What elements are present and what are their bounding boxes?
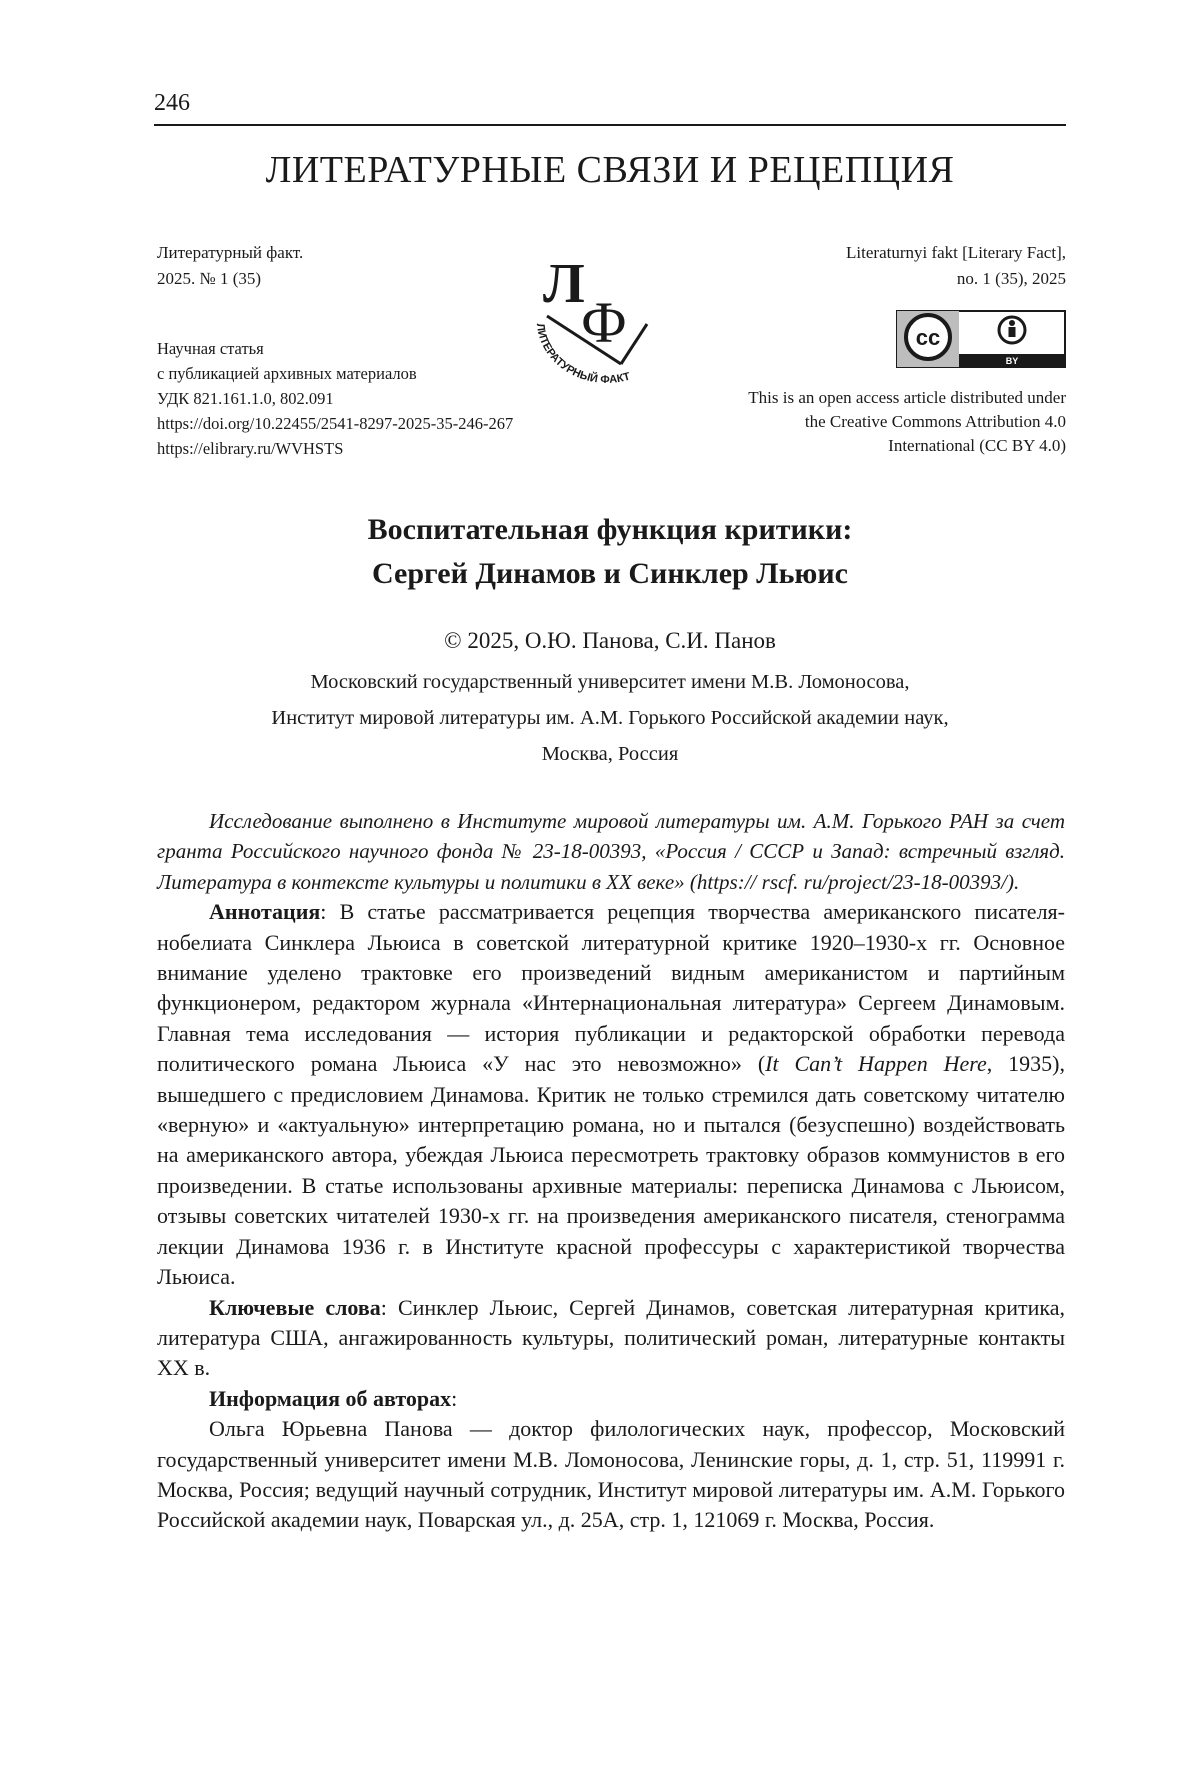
cc-by-license-badge[interactable]	[896, 310, 1066, 368]
authors-info-heading: Информация об авторах:	[209, 1385, 458, 1411]
abstract: Аннотация: В статье рассматривается рецепция творчества американского писателя-нобелиата Синклера Льюиса в советской литературной критике 1920–1930-х гг. Основное внимание уделено трактовке его произведений видным американистом и партийным функционером, редактором журнала «Интернациональная литература» Сергеем Динамовым. Главная тема исследования — история публикации и редакторской обработки перевода политического романа Льюиса «У нас это невозможно» (It Can’t Happen Here, 1935), вышедшего с предисловием Динамова. Критик не только стремился дать советскому читателю «верную» и «актуальную» интерпретацию романа, но и пытался (безуспешно) воздействовать на американского автора, убеждая Льюиса пересмотреть трактовку образов коммунистов в его произведении. В статье использованы архивные материалы: переписка Динамова с Льюисом, отзывы советских читателей 1930-х гг. на произведения американского писателя, стенограмма лекции Динамова 1936 г. в Институте красной профессуры с характеристикой творчества Льюиса.	[157, 899, 1065, 1290]
doi-link[interactable]: https://doi.org/10.22455/2541-8297-2025-35-246-267	[157, 414, 514, 433]
article-type: Научная статья	[157, 339, 264, 358]
article-authors: © 2025, О.Ю. Панова, С.И. Панов	[444, 628, 776, 653]
journal-logo	[525, 256, 675, 386]
journal-name-ru: Литературный факт.	[157, 243, 304, 262]
journal-meta-left	[157, 240, 513, 461]
journal-name-en: Literaturnyi fakt [Literary Fact],	[846, 243, 1066, 262]
author-affiliations: Московский государственный университет имени М.В. Ломоносова, Институт мировой литературы им. А.М. Горького Российской академии наук, Москва, Россия	[271, 671, 949, 765]
section-title: ЛИТЕРАТУРНЫЕ СВЯЗИ И РЕЦЕПЦИЯ	[265, 149, 955, 191]
journal-issue-ru: 2025. № 1 (35)	[157, 269, 262, 288]
license-statement: This is an open access article distributed under the Creative Commons Attribution 4.0 International (CC BY 4.0)	[748, 388, 1066, 455]
udc-code: УДК 821.161.1.0, 802.091	[157, 389, 334, 408]
by-label: BY	[1005, 356, 1019, 366]
page-number: 246	[154, 90, 190, 116]
header-rule	[154, 124, 1066, 126]
funding-note: Исследование выполнено в Институте мировой литературы им. А.М. Горького РАН за счет гранта Российского научного фонда № 23-18-00393, «Россия / СССР и Запад: встречный взгляд. Литература в контексте культуры и политики в ХХ веке» (https:// rscf. ru/project/23-18-00393/).	[157, 809, 1065, 894]
keywords: Ключевые слова: Синклер Льюис, Сергей Динамов, советская литературная критика, литература США, ангажированность культуры, политический роман, литературные контакты ХХ в.	[157, 1294, 1065, 1381]
cc-label: cc	[915, 325, 941, 350]
journal-issue-en: no. 1 (35), 2025	[956, 269, 1066, 288]
author-1-info: Ольга Юрьевна Панова — доктор филологических наук, профессор, Московский государственный университет имени М.В. Ломоносова, Ленинские горы, д. 1, стр. 51, 119991 г. Москва, Россия; ведущий научный сотрудник, Институт мировой литературы им. А.М. Горького Российской академии наук, Поварская ул., д. 25А, стр. 1, 121069 г. Москва, Россия.	[157, 1416, 1065, 1533]
article-title: Воспитательная функция критики: Сергей Динамов и Синклер Льюис	[367, 513, 853, 590]
logo-letter-f: Ф	[581, 290, 627, 355]
article-front-matter	[157, 806, 1065, 1536]
logo-letter-l: Л	[543, 256, 585, 315]
journal-meta-right	[846, 240, 1066, 292]
elibrary-link[interactable]: https://elibrary.ru/WVHSTS	[157, 439, 344, 458]
logo-ring-text: ЛИТЕРАТУРНЫЙ ФАКТ	[533, 322, 632, 386]
article-type-detail: с публикацией архивных материалов	[157, 364, 417, 383]
